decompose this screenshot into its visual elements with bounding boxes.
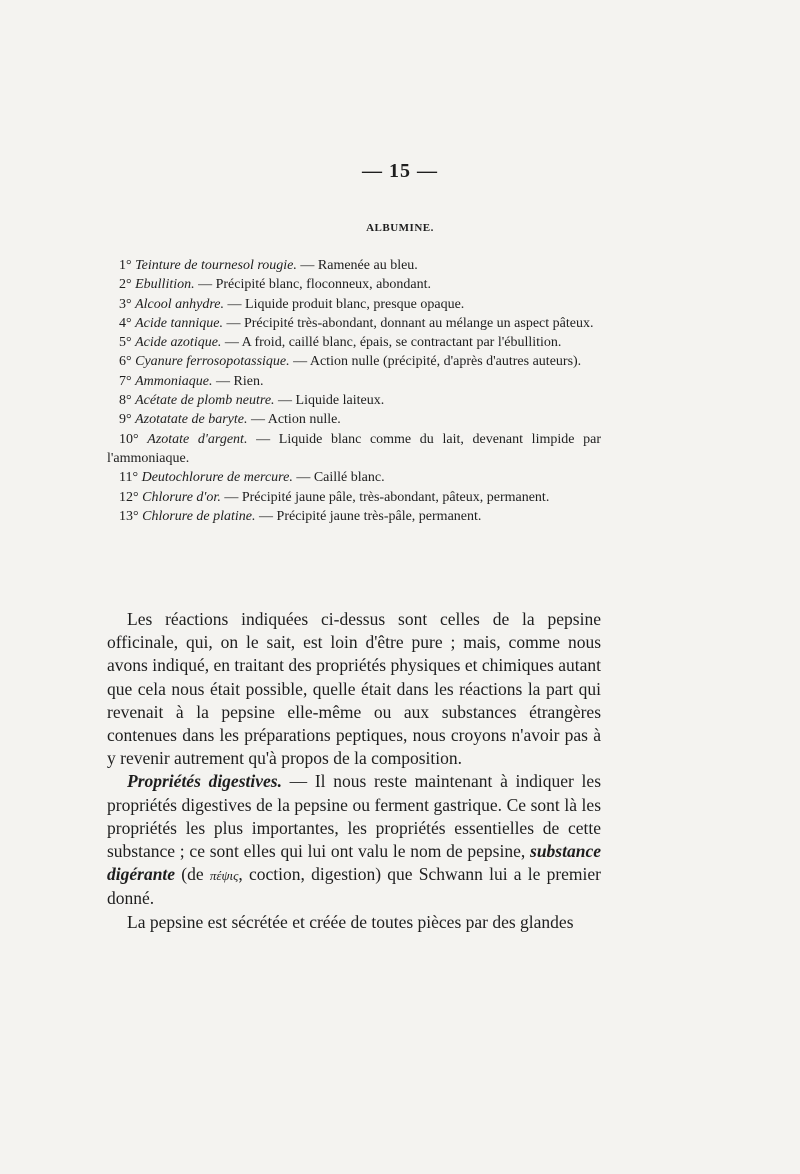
item-number: 8° [119, 393, 132, 409]
list-item [107, 507, 601, 526]
item-reagent: Acide azotique. [135, 335, 222, 351]
item-number: 4° [119, 315, 132, 331]
item-number: 5° [119, 335, 132, 351]
item-reagent: Alcool anhydre. [135, 296, 225, 312]
item-result: — Liquide produit blanc, presque opaque. [227, 296, 465, 312]
paragraph-text: , coction, digestion) que Schwann lui a le premier donné. [107, 864, 601, 909]
item-result: — Liquide blanc comme du lait, devenant limpide par l'ammoniaque. [107, 431, 601, 466]
list-item [107, 488, 601, 507]
item-result: — Précipité jaune pâle, très-abondant, pâteux, permanent. [224, 489, 550, 505]
item-result: — Rien. [216, 373, 264, 389]
item-number: 11° [119, 470, 139, 486]
item-reagent: Acétate de plomb neutre. [135, 393, 275, 409]
list-item [107, 372, 601, 391]
term-emphasis: substance digérante [107, 841, 601, 885]
paragraph [107, 770, 601, 910]
list-item [107, 391, 601, 410]
item-reagent: Ammoniaque. [135, 373, 213, 389]
item-reagent: Teinture de tournesol rougie. [135, 258, 297, 273]
list-item [107, 430, 601, 469]
item-reagent: Ebullition. [135, 277, 195, 293]
item-result: — Action nulle (précipité, d'après d'autres auteurs). [293, 354, 582, 370]
page-number: — 15 — [362, 160, 438, 182]
item-result: — Ramenée au bleu. [300, 258, 418, 273]
item-number: 13° [119, 508, 139, 524]
item-reagent: Chlorure d'or. [142, 489, 221, 505]
section-title: ALBUMINE. [366, 222, 434, 234]
item-result: — Précipité blanc, floconneux, abondant. [198, 277, 431, 293]
list-item [107, 275, 601, 294]
list-item [107, 295, 601, 314]
list-item [107, 256, 601, 275]
item-number: 1° [119, 258, 132, 273]
item-result: — A froid, caillé blanc, épais, se contractant par l'ébullition. [224, 335, 562, 351]
item-number: 7° [119, 373, 132, 389]
item-reagent: Azotate d'argent. [147, 431, 248, 447]
list-item [107, 352, 601, 371]
item-number: 9° [119, 412, 132, 428]
item-reagent: Acide tannique. [135, 315, 223, 331]
item-number: 3° [119, 296, 132, 312]
item-number: 12° [119, 489, 139, 505]
reaction-list [107, 256, 601, 526]
paragraph: Les réactions indiquées ci-dessus sont celles de la pepsine officinale, qui, on le sait, est loin d'être pure ; mais, comme nous avons indiqué, en traitant des propriétés physiques et chimiques autant que cela nous était possible, quelle était dans les réactions la part qui revenait à la pepsine elle-même ou aux substances étrangères contenues dans les préparations peptiques, nous croyons n'avoir pas à y revenir autrement qu'à propos de la composition. [107, 609, 601, 769]
item-result: — Caillé blanc. [296, 470, 385, 486]
item-reagent: Chlorure de platine. [142, 508, 256, 524]
item-result: — Précipité très-abondant, donnant au mélange un aspect pâteux. [226, 315, 594, 331]
item-result: — Action nulle. [250, 412, 341, 428]
item-result: — Liquide laiteux. [278, 393, 385, 409]
item-reagent: Deutochlorure de mercure. [141, 470, 293, 486]
list-item [107, 410, 601, 429]
item-reagent: Cyanure ferrosopotassique. [135, 354, 290, 370]
item-result: — Précipité jaune très-pâle, permanent. [259, 508, 482, 524]
item-reagent: Azotatate de baryte. [135, 412, 248, 428]
paragraph-text: — Il nous reste maintenant à indiquer les propriétés digestives de la pepsine ou ferment gastrique. Ce sont là les propriétés les plus importantes, les propriétés essentielles de cette substance ; ce sont elles qui lui ont valu le nom de pepsine, [107, 771, 602, 862]
greek-word: πέψις [209, 868, 239, 884]
body-text [107, 608, 601, 934]
list-item [107, 333, 601, 352]
item-number: 10° [119, 431, 139, 447]
list-item [107, 468, 601, 487]
inline-heading: Propriétés digestives. [127, 771, 282, 792]
paragraph: La pepsine est sécrétée et créée de toutes pièces par des glandes [127, 911, 574, 932]
item-number: 2° [119, 277, 132, 293]
paragraph-text: (de [175, 864, 210, 885]
list-item [107, 314, 601, 333]
item-number: 6° [119, 354, 132, 370]
